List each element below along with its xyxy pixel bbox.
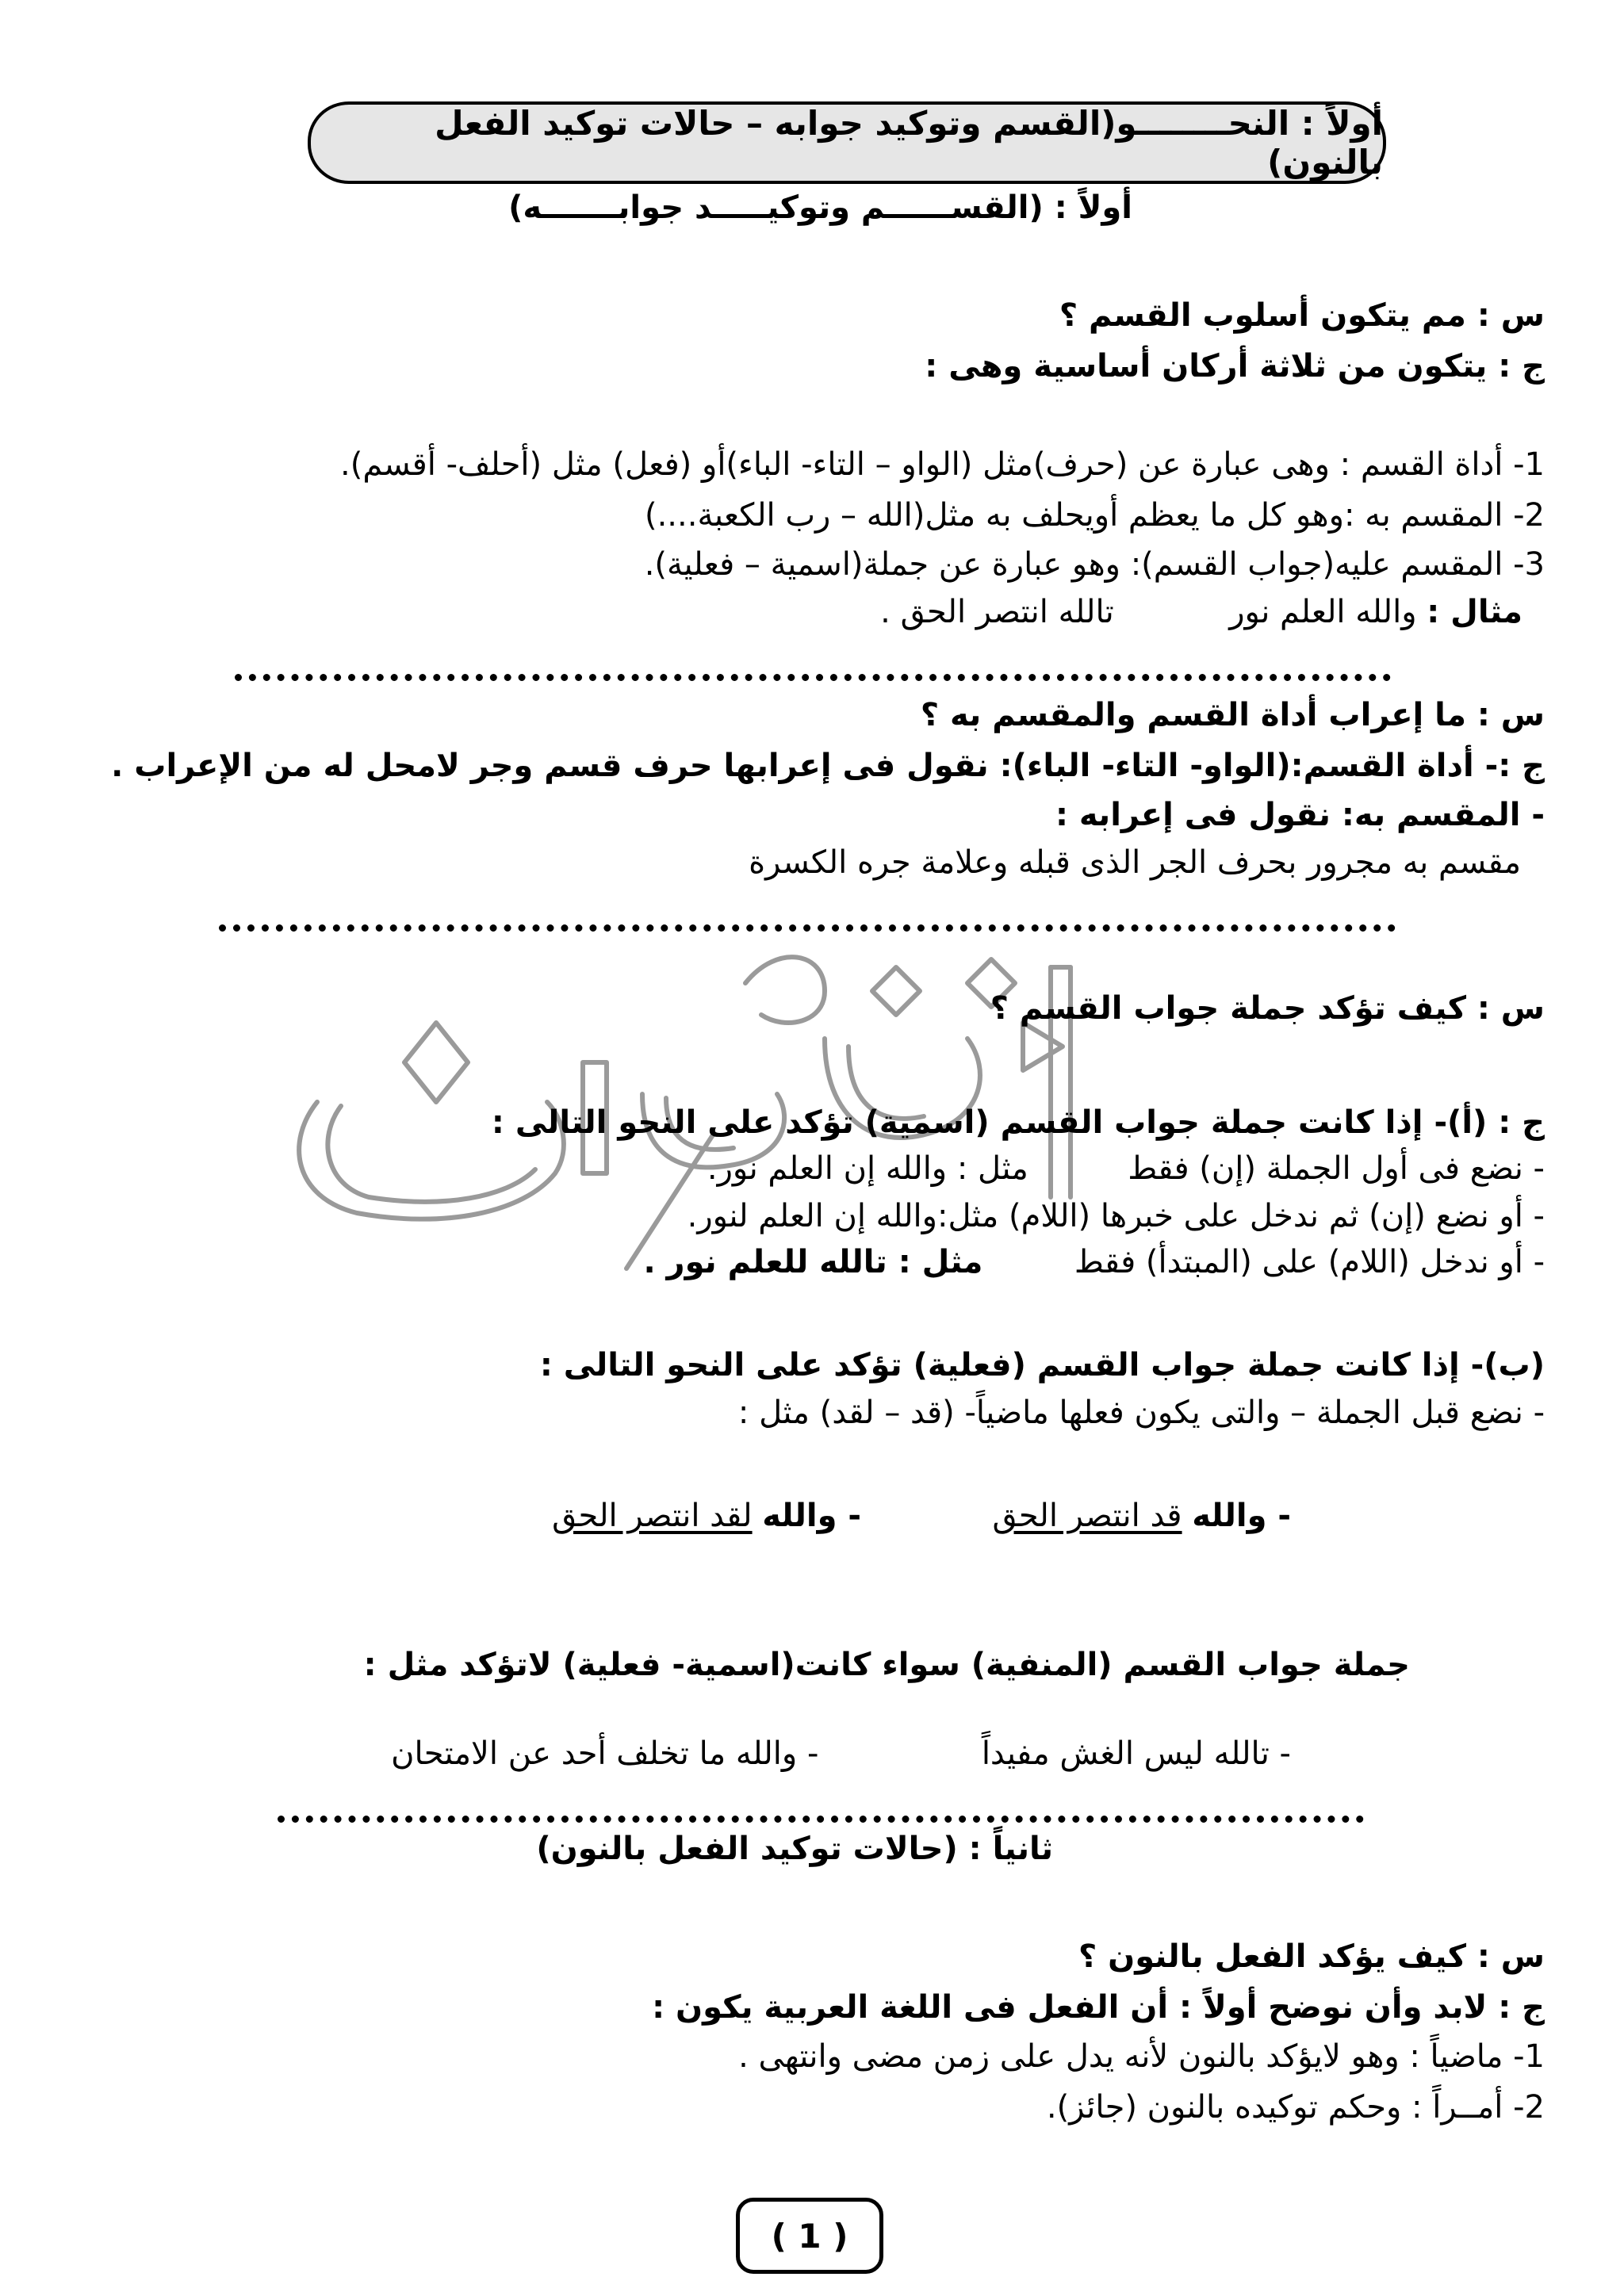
q1-question: س : مم يتكون أسلوب القسم ؟ [1059, 297, 1545, 334]
q2-item: - المقسم به: نقول فى إعرابه : [1055, 797, 1545, 833]
q1-answer: ج : يتكون من ثلاثة أركان أساسية وهى : [925, 348, 1545, 385]
q3-a1-text: - نضع فى أول الجملة (إن) فقط [1128, 1150, 1545, 1187]
page-number-box [736, 2198, 883, 2274]
q3-answer-a: ج : (أ)- إذا كانت جملة جواب القسم (اسمية) تؤكد على النحو التالى : [491, 1104, 1545, 1141]
q3-negation-examples [391, 1733, 1291, 1774]
section2-question: س : كيف يؤكد الفعل بالنون ؟ [1078, 1938, 1545, 1975]
q3-neg-ex1: - تالله ليس الغش مفيداً [981, 1735, 1291, 1772]
q3-b1-text: - نضع قبل الجملة – والتى يكون فعلها ماضياً- (قد – لقد) مثل : [737, 1395, 1545, 1431]
q1-example-2: تالله انتصر الحق . [880, 594, 1114, 630]
section2-item-1: 1- ماضياً : وهو لايؤكد بالنون لأنه يدل على زمن مضى وانتهى . [738, 2038, 1545, 2075]
q2-detail: مقسم به مجرور بحرف الجر الذى قبله وعلامة جره الكسرة [749, 844, 1521, 881]
q3-b-ex1-rest: قد انتصر الحق [992, 1498, 1182, 1534]
q1-item-1: 1- أداة القسم : وهى عبارة عن (حرف)مثل (الواو – التاء- الباء)أو (فعل) مثل (أحلف- أقسم). [340, 446, 1545, 483]
q2-question: س : ما إعراب أداة القسم والمقسم به ؟ [920, 697, 1545, 733]
header-title: أولاً : النحــــــــو(القسم وتوكيد جوابه – حالات توكيد الفعل بالنون) [435, 104, 1383, 182]
section-1-heading: أولاً : (القســــــم وتوكيـــــد جوابـــــــه) [508, 189, 1132, 226]
section-2-heading: ثانياً : (حالات توكيد الفعل بالنون) [536, 1831, 1053, 1867]
q3-neg-ex2: - والله ما تخلف أحد عن الامتحان [391, 1735, 819, 1772]
q3-a3-example: مثل : تالله للعلم نور . [643, 1244, 983, 1280]
q1-item-3: 3- المقسم عليه(جواب القسم): وهو عبارة عن جملة(اسمية – فعلية). [644, 546, 1545, 583]
q3-a2-text: - أو نضع (إن) ثم ندخل على خبرها (اللام) مثل:والله إن العلم لنور. [687, 1198, 1545, 1234]
section2-answer: ج : لابد وأن نوضح أولاً : أن الفعل فى اللغة العربية يكون : [652, 1989, 1545, 2026]
divider-1 [235, 674, 1391, 681]
q3-a3-row [643, 1242, 1545, 1283]
q3-negation-heading: جملة جواب القسم (المنفية) سواء كانت(اسمية- فعلية) لاتؤكد مثل : [363, 1647, 1410, 1683]
header-title-box [308, 101, 1386, 184]
divider-2 [219, 924, 1396, 932]
page-number: ( 1 ) [771, 2216, 848, 2256]
q2-answer: ج :- أداة القسم:(الواو- التاء- الباء): نقول فى إعرابها حرف قسم وجر لامحل له من الإعراب . [111, 748, 1545, 784]
section2-item-2: 2- أمــراً : وحكم توكيده بالنون (جائز). [1046, 2089, 1545, 2126]
q3-answer-b: (ب)- إذا كانت جملة جواب القسم (فعلية) تؤكد على النحو التالى : [539, 1347, 1545, 1383]
q3-b-examples-row [552, 1495, 1291, 1536]
q3-b-ex1-prefix: - والله [1192, 1498, 1291, 1534]
q1-example-1: والله العلم نور [1229, 594, 1417, 630]
q3-b-ex2-prefix: - والله [762, 1498, 862, 1534]
divider-3 [278, 1816, 1364, 1823]
q3-b-ex2-rest: لقد انتصر الحق [552, 1498, 753, 1534]
q1-item-2: 2- المقسم به :وهو كل ما يعظم أويحلف به مثل(الله – رب الكعبة....) [644, 497, 1545, 534]
q1-example-row [880, 591, 1522, 633]
q3-a1-row [707, 1148, 1545, 1189]
q1-example-label: مثال : [1427, 594, 1522, 630]
q3-a1-example: مثل : والله إن العلم نور. [707, 1150, 1028, 1187]
q3-question: س : كيف تؤكد جملة جواب القسم ؟ [990, 990, 1545, 1027]
q3-a3-text: - أو ندخل (اللام) على (المبتدأ) فقط [1074, 1244, 1545, 1280]
